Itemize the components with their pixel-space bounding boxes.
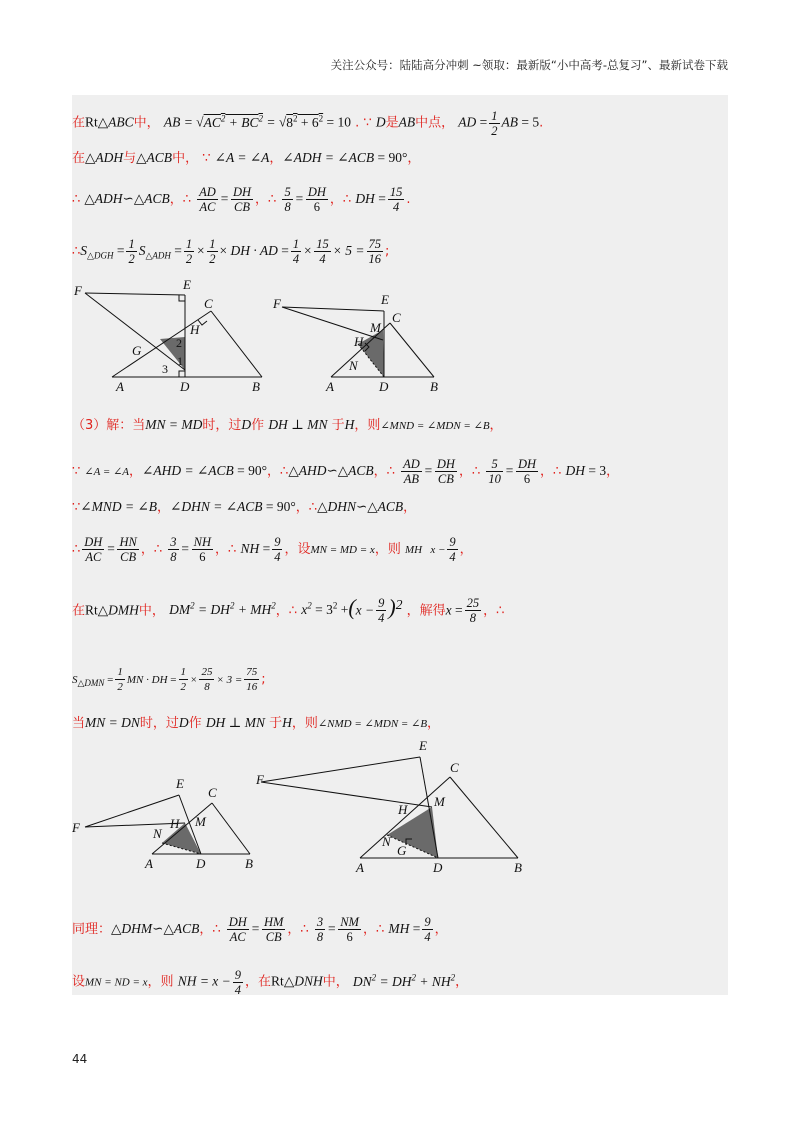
figure-2	[272, 292, 438, 394]
text: 在	[72, 115, 86, 131]
label-N: N	[349, 358, 358, 373]
text: 当	[72, 716, 86, 731]
text: 在	[72, 603, 86, 619]
line-10: $S_{\triangle DMN}$ = $\frac{1}{2}$ MN · DH = $\frac{1}{2}$ × $\frac{25}{8}$ × 3 = $\frac{75}{16}$ ;	[72, 666, 266, 693]
text: （3）解：当	[72, 418, 146, 433]
label-F: F	[256, 772, 264, 787]
text: D	[241, 417, 252, 432]
figure-4	[255, 740, 522, 875]
text: 于	[269, 716, 283, 731]
label-D: D	[180, 379, 190, 394]
line-13: 设MN = ND = x，则 NH = x − $\frac{9}{4}$ ，在Rt△DNH中， $DN^2 = DH^2 + NH^2$，	[72, 967, 469, 997]
text: ∴	[72, 244, 81, 259]
label-1: 1	[177, 354, 183, 368]
label-H: H	[190, 322, 200, 337]
page-number: 44	[72, 1052, 88, 1066]
label-D: D	[433, 860, 443, 875]
text: ，则	[147, 974, 174, 990]
line-6: ∵ ∠A = ∠A，∠AHD = ∠ACB = 90°，∴△AHD∽△ACB，∴ $\frac{AD}{AB}$ = $\frac{DH}{CB}$ ，∴ $\frac{5}{10}$ = $\frac{DH}{6}$ ，∴ DH = 3，	[72, 457, 620, 486]
label-E: E	[176, 776, 184, 791]
text: 中，	[322, 974, 349, 990]
text: 作	[188, 716, 202, 731]
text: D	[178, 715, 189, 730]
label-A: A	[356, 860, 364, 875]
label-F: F	[273, 296, 281, 311]
label-E: E	[419, 740, 427, 753]
label-B: B	[252, 379, 260, 394]
label-H: H	[170, 816, 180, 831]
text: ，解得	[406, 603, 446, 619]
label-C: C	[208, 785, 217, 800]
text: 设	[72, 974, 86, 990]
label-B: B	[245, 856, 253, 871]
label-C: C	[204, 296, 213, 311]
text: ，则	[374, 542, 401, 557]
figures-row-2	[72, 740, 532, 875]
figure-1	[73, 280, 262, 394]
solution-panel	[72, 95, 728, 995]
line-9: 在Rt△DMH中， $DM^2 = DH^2 + MH^2$，∴ $x^2 = 3^2 +(x$ − $\frac{9}{4}$ )$^2$ ，解得x = $\frac{25}{8}$ ，∴	[72, 594, 505, 626]
text: 时，过	[139, 716, 179, 731]
label-D: D	[196, 856, 206, 871]
figures-row-1	[72, 280, 472, 400]
label-H: H	[354, 334, 364, 349]
label-B: B	[430, 379, 438, 394]
text: 在	[72, 151, 86, 166]
text: 中，	[138, 603, 165, 619]
text: 同理：	[72, 922, 112, 937]
label-F: F	[72, 820, 80, 835]
label-G: G	[397, 843, 407, 858]
line-2: 在△ADH与△ACB中， ∵ ∠A = ∠A，∠ADH = ∠ACB = 90°，	[72, 150, 421, 166]
label-A: A	[145, 856, 153, 871]
text: 中点，	[415, 115, 455, 131]
line-11: 当MN = DN时，过D作 DH ⊥ MN 于H，则∠NMD = ∠MDN = ∠B，	[72, 715, 441, 731]
line-5: （3）解：当MN = MD时，过D作 DH ⊥ MN 于H，则∠MND = ∠MDN = ∠B，	[72, 417, 503, 433]
label-H: H	[398, 802, 408, 817]
label-M: M	[195, 814, 206, 829]
text: 是	[385, 115, 399, 131]
line-12: 同理：△DHM∽△ACB，∴ $\frac{DH}{AC}$ = $\frac{HM}{CB}$ ，∴ $\frac{3}{8}$ = $\frac{NM}{6}$ ，∴ MH = $\frac{9}{4}$ ，	[72, 915, 448, 944]
text: ∴	[72, 542, 81, 557]
text: H	[282, 715, 292, 730]
label-C: C	[392, 310, 401, 325]
label-B: B	[514, 860, 522, 875]
page-header: 关注公众号：陆陆高分冲刺 ~领取：最新版“小中高考-总复习”、最新试卷下载	[330, 58, 728, 72]
text: 中，	[172, 151, 199, 166]
text: ，则	[291, 716, 318, 731]
line-3: ∴ △ADH∽△ACB，∴ $\frac{AD}{AC}$ = $\frac{DH}{CB}$ ，∴ $\frac{5}{8}$ = $\frac{DH}{6}$ ，∴ DH = $\frac{15}{4}$ .	[72, 185, 411, 214]
text: ，则	[354, 418, 381, 433]
label-G: G	[132, 343, 142, 358]
line-7: ∵∠MND = ∠B，∠DHN = ∠ACB = 90°，∴△DHN∽△ACB，	[72, 499, 417, 515]
text: 作	[251, 418, 265, 433]
line-1: 在Rt△ABC中， AB = $√AC^2 + BC^2 = √8^2 + 6^2 = 10$ . ∵ D是AB中点， AD = $\frac{1}{2}$ AB = 5.	[72, 108, 544, 138]
label-F: F	[74, 283, 82, 298]
text: ，∴	[483, 603, 505, 619]
text: ，设	[284, 542, 311, 557]
text: 中，	[133, 115, 160, 131]
figure-3	[72, 776, 253, 871]
label-E: E	[381, 292, 389, 307]
label-M: M	[434, 794, 445, 809]
label-3: 3	[162, 362, 168, 376]
text: 与	[123, 151, 137, 166]
label-2: 2	[176, 336, 182, 350]
label-E: E	[183, 280, 191, 292]
label-M: M	[370, 320, 381, 335]
label-N: N	[153, 826, 162, 841]
label-N: N	[382, 834, 391, 849]
label-A: A	[116, 379, 124, 394]
text: H	[344, 417, 355, 432]
label-D: D	[379, 379, 389, 394]
line-8: ∴ $\frac{DH}{AC}$ = $\frac{HN}{CB}$ ，∴ $\frac{3}{8}$ = $\frac{NH}{6}$ ，∴ NH = $\frac{9}{4}$ ，设MN = MD = x，则 MH x − $\frac{9}{4}$ ，	[72, 535, 473, 564]
text: ，在	[245, 974, 272, 990]
text: 时，过	[202, 418, 242, 433]
label-A: A	[326, 379, 334, 394]
line-4: $\therefore S_{\triangle DGH}$ = $\frac{1}{2}$ $S_{\triangle ADH}$ = $\frac{1}{2}$ × $\frac{1}{2}$ × DH · AD = $\frac{1}{4}$ × $\frac{15}{4}$ × 5 = $\frac{75}{16}$ ;	[72, 237, 390, 266]
text: 于	[331, 418, 345, 433]
text: ∴	[72, 192, 81, 207]
label-C: C	[450, 760, 459, 775]
